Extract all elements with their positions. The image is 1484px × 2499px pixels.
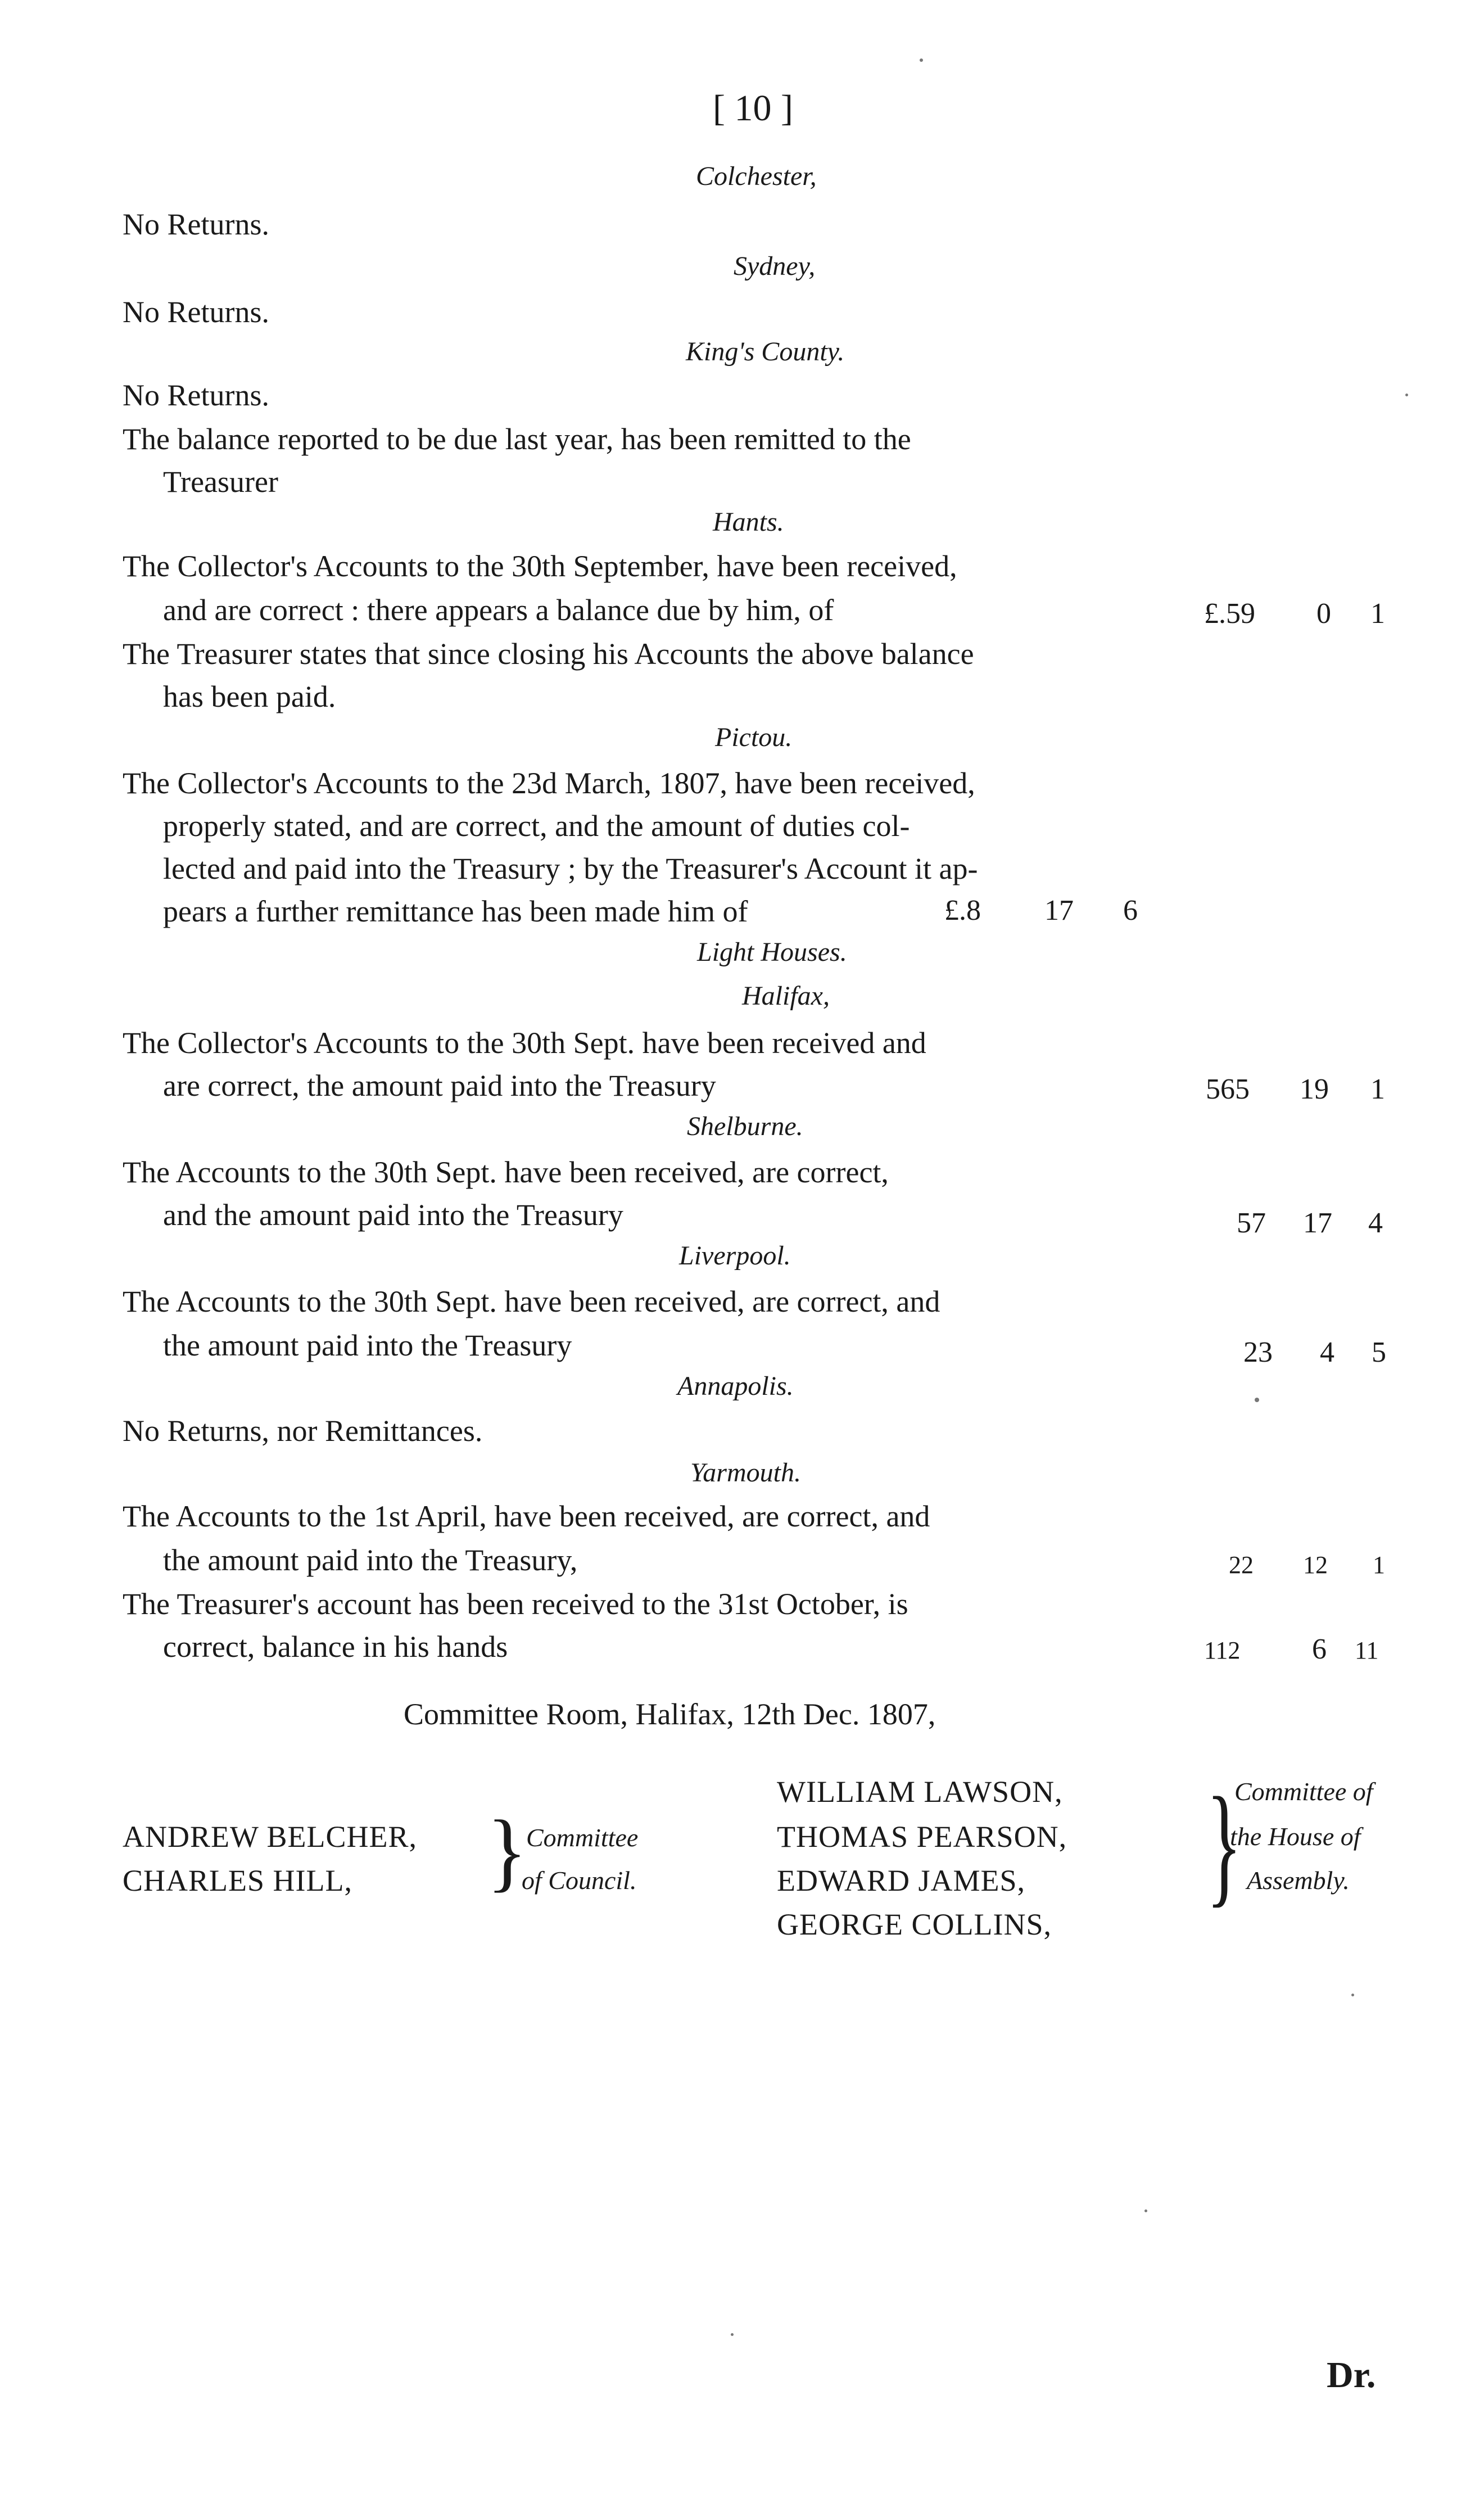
- hants-text: The Collector's Accounts to the 30th September, have been received,: [123, 549, 957, 583]
- section-heading-kings-county: King's County.: [686, 337, 845, 367]
- signature-name: THOMAS PEARSON,: [777, 1820, 1067, 1854]
- colchester-text: No Returns.: [123, 207, 269, 241]
- section-heading-hants: Hants.: [713, 507, 784, 537]
- printer-mark: [1255, 1398, 1259, 1402]
- signature-name: EDWARD JAMES,: [777, 1864, 1026, 1897]
- pictou-text: lected and paid into the Treasury ; by the Treasurer's Account it ap-: [163, 852, 978, 885]
- page-number: [ 10 ]: [713, 88, 793, 129]
- assembly-label: Assembly.: [1247, 1866, 1350, 1895]
- shelburne-text: and the amount paid into the Treasury: [163, 1198, 623, 1232]
- hants-text: and are correct : there appears a balance due by him, of: [163, 593, 834, 627]
- amount-pounds: 57: [1237, 1207, 1266, 1239]
- paper-speck: [1144, 2209, 1147, 2212]
- section-heading-colchester: Colchester,: [696, 161, 817, 191]
- pictou-text: The Collector's Accounts to the 23d March, 1807, have been received,: [123, 766, 975, 800]
- brace-assembly: }: [1206, 1769, 1242, 1919]
- catchword: Dr.: [1327, 2355, 1376, 2396]
- paper-speck: [1351, 1994, 1354, 1996]
- hants-text: The Treasurer states that since closing his Accounts the above balance: [123, 637, 974, 671]
- signature-name: ANDREW BELCHER,: [123, 1820, 417, 1854]
- council-label: of Council.: [522, 1866, 637, 1895]
- liverpool-text: The Accounts to the 30th Sept. have been received, are correct, and: [123, 1285, 940, 1318]
- assembly-label: the House of: [1230, 1822, 1361, 1851]
- assembly-label: Committee of: [1234, 1777, 1373, 1806]
- section-heading-light-houses: Light Houses.: [697, 937, 847, 967]
- section-heading-shelburne: Shelburne.: [687, 1111, 803, 1141]
- amount-pence: 1: [1370, 1073, 1385, 1105]
- signature-name: GEORGE COLLINS,: [777, 1908, 1052, 1941]
- council-label: Committee: [526, 1823, 639, 1852]
- section-heading-pictou: Pictou.: [715, 722, 793, 752]
- amount-shillings: 17: [1303, 1207, 1332, 1239]
- amount-pence: 1: [1370, 598, 1385, 630]
- signature-name: CHARLES HILL,: [123, 1864, 352, 1897]
- amount-pence: 1: [1373, 1551, 1385, 1579]
- amount-pence: 5: [1372, 1336, 1386, 1368]
- section-heading-yarmouth: Yarmouth.: [690, 1458, 801, 1488]
- amount-pounds: 565: [1206, 1073, 1250, 1105]
- amount-shillings: 19: [1300, 1073, 1329, 1105]
- amount-pence: 4: [1368, 1207, 1383, 1239]
- shelburne-text: The Accounts to the 30th Sept. have been received, are correct,: [123, 1155, 889, 1189]
- liverpool-text: the amount paid into the Treasury: [163, 1328, 572, 1362]
- amount-pounds: 22: [1229, 1551, 1254, 1579]
- section-heading-liverpool: Liverpool.: [679, 1241, 791, 1271]
- amount-shillings: 0: [1316, 598, 1331, 630]
- amount-pounds: £.59: [1204, 598, 1255, 630]
- amount-shillings: 17: [1044, 894, 1074, 927]
- amount-shillings: 12: [1303, 1551, 1328, 1579]
- amount-shillings: 6: [1312, 1633, 1327, 1665]
- amount-pounds: 112: [1204, 1637, 1241, 1664]
- hants-text: has been paid.: [163, 680, 336, 713]
- yarmouth-text: The Accounts to the 1st April, have been received, are correct, and: [123, 1499, 930, 1533]
- amount-shillings: 4: [1320, 1336, 1334, 1368]
- pictou-text: pears a further remittance has been made him of: [163, 894, 748, 928]
- kings-county-text: No Returns.: [123, 378, 269, 412]
- signature-name: WILLIAM LAWSON,: [777, 1775, 1063, 1809]
- kings-county-text: The balance reported to be due last year, has been remitted to the: [123, 422, 911, 456]
- pictou-text: properly stated, and are correct, and the amount of duties col-: [163, 809, 910, 843]
- sub-heading-halifax: Halifax,: [742, 981, 830, 1011]
- yarmouth-text: the amount paid into the Treasury,: [163, 1543, 578, 1577]
- sydney-text: No Returns.: [123, 295, 269, 329]
- paper-speck: [1405, 394, 1408, 396]
- paper-speck: [920, 58, 923, 62]
- kings-county-text: Treasurer: [163, 465, 278, 499]
- paper-speck: [731, 2333, 734, 2336]
- yarmouth-text: The Treasurer's account has been received to the 31st October, is: [123, 1587, 908, 1621]
- annapolis-text: No Returns, nor Remittances.: [123, 1414, 483, 1448]
- amount-pence: 6: [1123, 894, 1138, 927]
- amount-pounds: 23: [1243, 1336, 1273, 1368]
- brace-council: }: [487, 1802, 527, 1901]
- section-heading-sydney: Sydney,: [734, 251, 816, 281]
- amount-pounds: £.8: [944, 894, 981, 927]
- section-heading-annapolis: Annapolis.: [677, 1371, 794, 1401]
- yarmouth-text: correct, balance in his hands: [163, 1630, 508, 1664]
- halifax-text: The Collector's Accounts to the 30th Sept. have been received and: [123, 1026, 926, 1060]
- dateline: Committee Room, Halifax, 12th Dec. 1807,: [404, 1697, 936, 1731]
- halifax-text: are correct, the amount paid into the Treasury: [163, 1069, 716, 1102]
- amount-pence: 11: [1355, 1637, 1379, 1664]
